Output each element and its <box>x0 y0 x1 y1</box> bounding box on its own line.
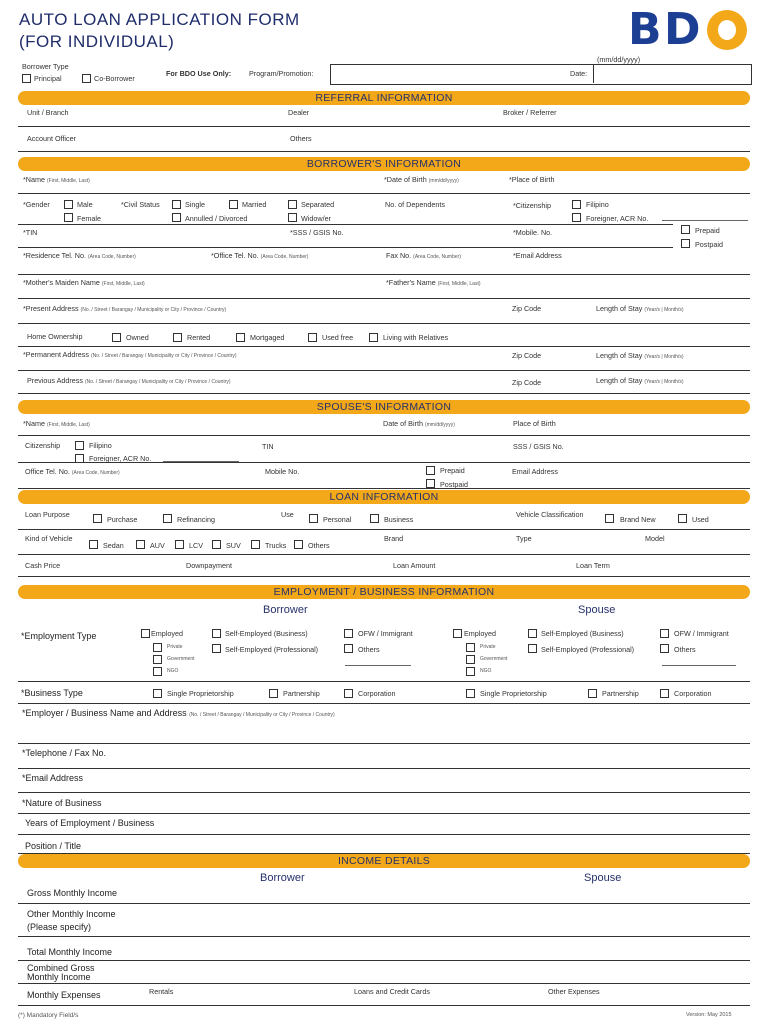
father-label <box>386 278 481 287</box>
income-borrower-heading: Borrower <box>260 872 305 884</box>
row-line <box>18 247 673 248</box>
spouse-name-label <box>23 419 90 428</box>
loan-term-label: Loan Term <box>576 561 610 570</box>
res-tel-label <box>23 251 136 260</box>
loan-section-header: LOAN INFORMATION <box>18 490 750 504</box>
mortgaged-checkbox[interactable] <box>236 333 245 342</box>
s-private-label: Private <box>480 644 496 650</box>
s-partnership-label: Partnership <box>602 689 639 698</box>
position-label: Position / Title <box>25 841 82 851</box>
business-label: Business <box>384 515 414 524</box>
form-subtitle: (FOR INDIVIDUAL) <box>19 32 175 51</box>
b-sole-label: Single Proprietorship <box>167 689 234 698</box>
row-line <box>18 681 750 682</box>
annulled-checkbox[interactable] <box>172 213 181 222</box>
employment-type-label: *Employment Type <box>21 631 97 641</box>
row-line <box>18 298 750 299</box>
living-relatives-checkbox[interactable] <box>369 333 378 342</box>
loan-amount-label: Loan Amount <box>393 561 436 570</box>
coborrower-checkbox[interactable] <box>82 74 91 83</box>
present-address-text: *Present Address <box>23 304 79 313</box>
office-tel-hint: (Area Code, Number) <box>260 254 309 260</box>
row-line <box>18 224 673 225</box>
principal-checkbox[interactable] <box>22 74 31 83</box>
row-line <box>18 488 750 489</box>
prepaid-label: Prepaid <box>695 226 720 235</box>
date-format-hint: (mm/dd/yyyy) <box>597 55 641 64</box>
present-address-label <box>23 304 226 313</box>
purchase-checkbox[interactable] <box>93 514 102 523</box>
row-line <box>18 703 750 704</box>
stay-label <box>596 304 684 313</box>
single-checkbox[interactable] <box>172 200 181 209</box>
row-line <box>18 903 750 904</box>
postpaid-checkbox[interactable] <box>681 239 690 248</box>
borrower-name-label <box>23 175 90 184</box>
business-checkbox[interactable] <box>370 514 379 523</box>
spouse-office-tel-label <box>25 467 120 476</box>
stay-hint: (Year/s | Month/s) <box>644 379 684 385</box>
s-corporation-checkbox[interactable] <box>660 689 669 698</box>
res-tel-hint: (Area Code, Number) <box>88 254 136 260</box>
s-ofw-checkbox[interactable] <box>660 629 669 638</box>
father-hint: (First, Middle, Last) <box>437 281 481 287</box>
emp-email-label: *Email Address <box>22 773 84 783</box>
father-text: *Father's Name <box>386 278 436 287</box>
address-hint: (No. / Street / Barangay / Municipality or City / Province / Country) <box>90 353 237 359</box>
spouse-filipino-checkbox[interactable] <box>75 441 84 450</box>
row-line <box>18 435 750 436</box>
owned-checkbox[interactable] <box>112 333 121 342</box>
dob-hint: (mm/dd/yyyy) <box>428 178 459 184</box>
spouse-section-header: SPOUSE'S INFORMATION <box>18 400 750 414</box>
suv-label: SUV <box>226 541 241 550</box>
owned-label: Owned <box>126 333 149 342</box>
form-title: AUTO LOAN APPLICATION FORM <box>19 10 300 29</box>
years-label: Years of Employment / Business <box>25 818 155 828</box>
date-label: Date: <box>570 69 588 78</box>
stay-text: Length of Stay <box>596 376 643 385</box>
rentals-label: Rentals <box>149 987 174 996</box>
s-partnership-checkbox[interactable] <box>588 689 597 698</box>
personal-checkbox[interactable] <box>309 514 318 523</box>
combined-income-label1: Combined Gross <box>27 963 95 973</box>
telfax-label: *Telephone / Fax No. <box>22 748 107 758</box>
dependents-label: No. of Dependents <box>385 200 445 209</box>
version-note: Version: May 2015 <box>686 1012 732 1018</box>
spouse-office-tel-text: Office Tel. No. <box>25 467 70 476</box>
b-ngo-label: NGO <box>167 668 179 674</box>
mobile-label: *Mobile. No. <box>513 228 553 237</box>
fax-text: Fax No. <box>386 251 412 260</box>
employer-label <box>22 708 335 718</box>
home-ownership-label: Home Ownership <box>27 332 83 341</box>
other-expenses-label: Other Expenses <box>548 987 600 996</box>
mandatory-note: (*) Mandatory Field/s <box>18 1012 79 1019</box>
civil-status-label: *Civil Status <box>121 200 160 209</box>
b-ofw-label: OFW / Immigrant <box>358 629 413 638</box>
stay-text: Length of Stay <box>596 304 643 313</box>
s-private-checkbox[interactable] <box>466 643 475 652</box>
widow-label: Widow/er <box>301 214 331 223</box>
s-government-checkbox[interactable] <box>466 655 475 664</box>
b-partnership-checkbox[interactable] <box>269 689 278 698</box>
purchase-label: Purchase <box>107 515 138 524</box>
b-government-label: Government <box>167 656 195 662</box>
other-income-specify: (Please specify) <box>27 922 92 932</box>
married-label: Married <box>242 200 267 209</box>
spouse-postpaid-label: Postpaid <box>440 480 468 489</box>
s-sole-checkbox[interactable] <box>466 689 475 698</box>
s-corporation-label: Corporation <box>674 689 712 698</box>
trucks-label: Trucks <box>265 541 287 550</box>
s-self-prof-label: Self-Employed (Professional) <box>541 645 635 654</box>
row-line <box>18 768 750 769</box>
spouse-foreigner-label: Foreigner, ACR No. <box>89 454 152 463</box>
row-line <box>18 323 750 324</box>
used-free-label: Used free <box>322 333 354 342</box>
fax-hint: (Area Code, Number) <box>413 254 461 260</box>
s-sole-label: Single Proprietorship <box>480 689 547 698</box>
used-checkbox[interactable] <box>678 514 687 523</box>
program-date-box[interactable] <box>330 64 752 85</box>
combined-income-label2: Monthly Income <box>27 972 91 982</box>
spouse-citizenship-label: Citizenship <box>25 441 61 450</box>
prepaid-checkbox[interactable] <box>681 225 690 234</box>
b-self-business-label: Self-Employed (Business) <box>225 629 308 638</box>
row-line <box>18 346 750 347</box>
row-line <box>18 792 750 793</box>
tin-label: *TIN <box>23 228 38 237</box>
income-spouse-heading: Spouse <box>584 872 622 884</box>
bdo-logo <box>628 4 750 55</box>
s-others-checkbox[interactable] <box>660 644 669 653</box>
referral-section-header: REFERRAL INFORMATION <box>18 91 750 105</box>
date-box-divider <box>593 64 594 83</box>
total-income-label: Total Monthly Income <box>27 947 113 957</box>
s-others-line[interactable] <box>662 665 736 666</box>
borrower-pob-label: *Place of Birth <box>509 175 555 184</box>
row-line <box>18 743 750 744</box>
business-type-label: *Business Type <box>21 688 83 698</box>
logo-letter-o <box>707 10 747 50</box>
spouse-dob-label <box>383 419 455 428</box>
program-label: Program/Promotion: <box>249 69 314 78</box>
b-sole-checkbox[interactable] <box>153 689 162 698</box>
row-line <box>18 529 750 530</box>
address-hint: (No. / Street / Barangay / Municipality or City / Province / Country) <box>80 307 227 313</box>
mother-text: *Mother's Maiden Name <box>23 278 100 287</box>
b-others-label: Others <box>358 645 380 654</box>
s-self-prof-checkbox[interactable] <box>528 644 537 653</box>
borrower-type-label: Borrower Type <box>22 62 69 71</box>
b-self-prof-label: Self-Employed (Professional) <box>225 645 319 654</box>
borrower-dob-label <box>384 175 459 184</box>
vehicle-others-checkbox[interactable] <box>294 540 303 549</box>
zip-label: Zip Code <box>512 378 542 387</box>
use-label: Use <box>281 510 294 519</box>
s-employed-checkbox[interactable] <box>453 629 462 638</box>
suv-checkbox[interactable] <box>212 540 221 549</box>
annulled-label: Annulled / Divorced <box>185 214 248 223</box>
postpaid-label: Postpaid <box>695 240 723 249</box>
address-hint: (No. / Street / Barangay / Municipality or City / Province / Country) <box>84 379 231 385</box>
row-line <box>18 393 750 394</box>
refinancing-checkbox[interactable] <box>163 514 172 523</box>
single-label: Single <box>185 200 205 209</box>
spouse-prepaid-label: Prepaid <box>440 466 465 475</box>
b-others-checkbox[interactable] <box>344 644 353 653</box>
mother-hint: (First, Middle, Last) <box>101 281 145 287</box>
b-private-label: Private <box>167 644 183 650</box>
vehicle-others-label: Others <box>308 541 330 550</box>
lcv-checkbox[interactable] <box>175 540 184 549</box>
filipino-checkbox[interactable] <box>572 200 581 209</box>
name-hint: (First, Middle, Last) <box>46 422 90 428</box>
row-line <box>18 936 750 937</box>
income-section-header: INCOME DETAILS <box>18 854 750 868</box>
male-checkbox[interactable] <box>64 200 73 209</box>
principal-label: Principal <box>34 74 62 83</box>
area-hint: (Area Code, Number) <box>71 470 120 476</box>
zip-label: Zip Code <box>512 351 542 360</box>
gender-label: *Gender <box>23 200 50 209</box>
s-government-label: Government <box>480 656 508 662</box>
coborrower-label: Co-Borrower <box>94 74 135 83</box>
mortgaged-label: Mortgaged <box>250 333 285 342</box>
kind-vehicle-label: Kind of Vehicle <box>25 534 73 543</box>
spouse-sss-label: SSS / GSIS No. <box>513 442 564 451</box>
sedan-label: Sedan <box>103 541 124 550</box>
email-label: *Email Address <box>513 251 562 260</box>
employment-section-header: EMPLOYMENT / BUSINESS INFORMATION <box>18 585 750 599</box>
cash-price-label: Cash Price <box>25 561 61 570</box>
spouse-prepaid-checkbox[interactable] <box>426 466 435 475</box>
b-self-business-checkbox[interactable] <box>212 629 221 638</box>
female-label: Female <box>77 214 101 223</box>
sss-label: *SSS / GSIS No. <box>290 228 344 237</box>
account-officer-label: Account Officer <box>27 134 77 143</box>
citizenship-label: *Citizenship <box>513 201 551 210</box>
fax-label <box>386 251 461 260</box>
lcv-label: LCV <box>189 541 203 550</box>
rented-label: Rented <box>187 333 211 342</box>
foreigner-label: Foreigner, ACR No. <box>586 214 649 223</box>
s-self-business-label: Self-Employed (Business) <box>541 629 624 638</box>
permanent-address-label <box>23 350 237 359</box>
s-ngo-checkbox[interactable] <box>466 667 475 676</box>
brand-new-label: Brand New <box>620 515 656 524</box>
referral-row-line <box>18 126 750 127</box>
female-checkbox[interactable] <box>64 213 73 222</box>
zip-label: Zip Code <box>512 304 542 313</box>
b-private-checkbox[interactable] <box>153 643 162 652</box>
b-self-prof-checkbox[interactable] <box>212 644 221 653</box>
type-label: Type <box>516 534 532 543</box>
nature-label: *Nature of Business <box>22 798 102 808</box>
spouse-name-text: *Name <box>23 419 45 428</box>
mother-label <box>23 278 145 287</box>
office-tel-text: *Office Tel. No. <box>211 251 259 260</box>
auv-label: AUV <box>150 541 165 550</box>
used-label: Used <box>692 515 709 524</box>
previous-address-text: Previous Address <box>27 376 83 385</box>
logo-letter-b: B <box>628 4 660 55</box>
spouse-tin-label: TIN <box>262 442 274 451</box>
s-ngo-label: NGO <box>480 668 492 674</box>
office-tel-label <box>211 251 308 260</box>
auv-checkbox[interactable] <box>136 540 145 549</box>
dob-hint: (mm/dd/yyyy) <box>424 422 455 428</box>
broker-label: Broker / Referrer <box>503 108 557 117</box>
spouse-postpaid-checkbox[interactable] <box>426 479 435 488</box>
sedan-checkbox[interactable] <box>89 540 98 549</box>
rented-checkbox[interactable] <box>173 333 182 342</box>
loan-purpose-label: Loan Purpose <box>25 510 70 519</box>
b-ngo-checkbox[interactable] <box>153 667 162 676</box>
row-line <box>18 834 750 835</box>
dealer-label: Dealer <box>288 108 310 117</box>
s-others-label: Others <box>674 645 696 654</box>
s-ofw-label: OFW / Immigrant <box>674 629 729 638</box>
personal-label: Personal <box>323 515 352 524</box>
stay-hint: (Year/s | Month/s) <box>644 307 684 313</box>
row-line <box>18 274 750 275</box>
stay-hint: (Year/s | Month/s) <box>644 354 684 360</box>
other-income-label: Other Monthly Income <box>27 909 116 919</box>
employment-borrower-heading: Borrower <box>263 604 308 616</box>
unit-branch-label: Unit / Branch <box>27 108 69 117</box>
spouse-mobile-label: Mobile No. <box>265 467 300 476</box>
vehicle-class-label: Vehicle Classification <box>516 510 584 519</box>
row-line <box>18 193 750 194</box>
trucks-checkbox[interactable] <box>251 540 260 549</box>
stay-label <box>596 351 684 360</box>
row-line <box>18 370 750 371</box>
loans-credit-label: Loans and Credit Cards <box>354 987 430 996</box>
separated-checkbox[interactable] <box>288 200 297 209</box>
row-line <box>18 576 750 577</box>
male-label: Male <box>77 200 93 209</box>
b-employed-checkbox[interactable] <box>141 629 150 638</box>
b-employed-label: Employed <box>151 629 183 638</box>
borrower-section-header: BORROWER'S INFORMATION <box>18 157 750 171</box>
borrower-dob-text: *Date of Birth <box>384 175 427 184</box>
stay-label <box>596 376 684 385</box>
row-line <box>18 813 750 814</box>
borrower-name-text: *Name <box>23 175 45 184</box>
logo-letter-d: D <box>664 4 699 55</box>
name-hint: (First, Middle, Last) <box>46 178 90 184</box>
b-corporation-label: Corporation <box>358 689 396 698</box>
previous-address-label <box>27 376 231 385</box>
married-checkbox[interactable] <box>229 200 238 209</box>
b-partnership-label: Partnership <box>283 689 320 698</box>
spouse-filipino-label: Filipino <box>89 441 112 450</box>
filipino-label: Filipino <box>586 200 609 209</box>
row-line <box>18 960 750 961</box>
s-self-business-checkbox[interactable] <box>528 629 537 638</box>
monthly-expenses-label: Monthly Expenses <box>27 990 101 1000</box>
row-line <box>18 462 750 463</box>
address-hint: (No. / Street / Barangay / Municipality or City / Province / Country) <box>189 712 335 718</box>
bdo-use-label: For BDO Use Only: <box>166 69 232 78</box>
row-line <box>18 983 750 984</box>
spouse-pob-label: Place of Birth <box>513 419 556 428</box>
stay-text: Length of Stay <box>596 351 643 360</box>
acr-no-line[interactable] <box>662 220 748 221</box>
separated-label: Separated <box>301 200 335 209</box>
downpayment-label: Downpayment <box>186 561 232 570</box>
spouse-dob-text: Date of Birth <box>383 419 423 428</box>
referral-row-line <box>18 151 750 152</box>
living-relatives-label: Living with Relatives <box>383 333 449 342</box>
b-ofw-checkbox[interactable] <box>344 629 353 638</box>
row-line <box>18 1005 750 1006</box>
b-corporation-checkbox[interactable] <box>344 689 353 698</box>
refinancing-label: Refinancing <box>177 515 215 524</box>
s-employed-label: Employed <box>464 629 496 638</box>
row-line <box>18 554 750 555</box>
permanent-address-text: *Permanent Address <box>23 350 89 359</box>
used-free-checkbox[interactable] <box>308 333 317 342</box>
employer-text: *Employer / Business Name and Address <box>22 708 187 718</box>
gross-income-label: Gross Monthly Income <box>27 888 118 898</box>
b-government-checkbox[interactable] <box>153 655 162 664</box>
foreigner-checkbox[interactable] <box>572 213 581 222</box>
brand-label: Brand <box>384 534 404 543</box>
res-tel-text: *Residence Tel. No. <box>23 251 86 260</box>
employment-spouse-heading: Spouse <box>578 604 616 616</box>
b-others-line[interactable] <box>345 665 411 666</box>
brand-new-checkbox[interactable] <box>605 514 614 523</box>
model-label: Model <box>645 534 665 543</box>
widow-checkbox[interactable] <box>288 213 297 222</box>
referral-others-label: Others <box>290 134 312 143</box>
spouse-email-label: Email Address <box>512 467 558 476</box>
